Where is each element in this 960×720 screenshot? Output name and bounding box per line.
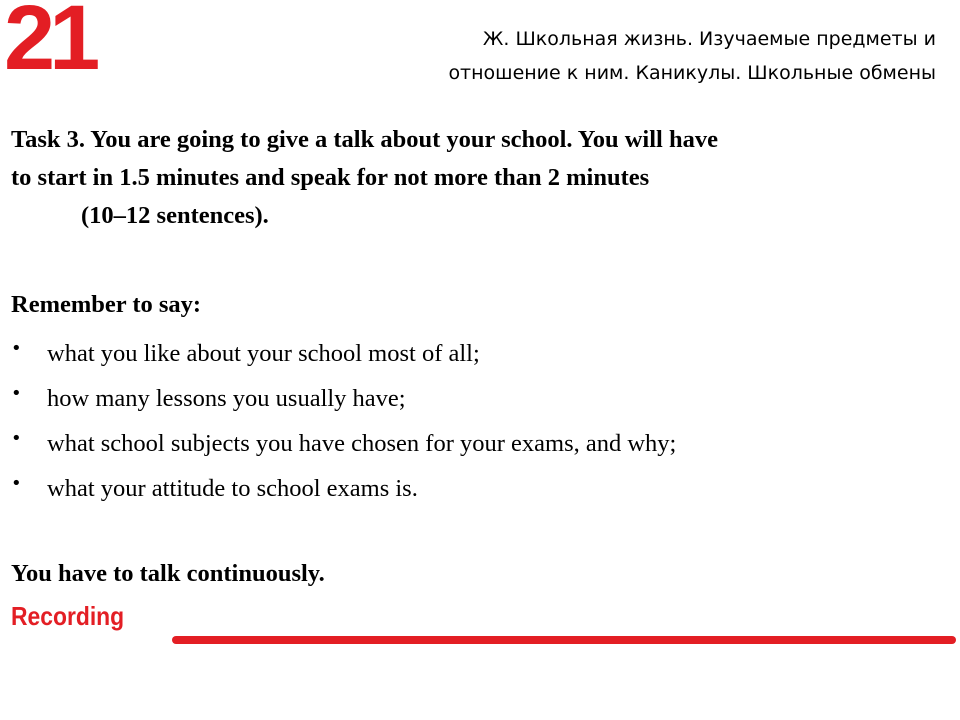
list-item [11,376,951,421]
list-item-text: what your attitude to school exams is. [47,475,418,502]
topic-header-line-1: Ж. Школьная жизнь. Изучаемые предметы и [482,28,936,50]
list-item [11,421,951,466]
list-item-text: what you like about your school most of all; [47,340,480,367]
list-item [11,331,951,376]
list-item [11,466,951,511]
task-line-1: Task 3. You are going to give a talk about your school. You will have [11,126,718,153]
divider-line [172,636,956,644]
list-item-text: what school subjects you have chosen for your exams, and why; [47,430,677,457]
task-instructions [11,121,951,235]
slide-number: 21 [4,0,95,89]
bullet-icon: • [11,338,22,359]
bullet-icon: • [11,473,22,494]
closing-instruction: You have to talk continuously. [11,560,325,587]
list-item-text: how many lessons you usually have; [47,385,406,412]
task-line-3: (10–12 sentences). [81,202,269,229]
remember-heading: Remember to say: [11,291,202,318]
talking-points-list [11,331,951,511]
topic-header-line-2: отношение к ним. Каникулы. Школьные обмены [448,62,936,84]
recording-label[interactable]: Recording [11,601,125,631]
task-line-2: to start in 1.5 minutes and speak for not more than 2 minutes [11,164,650,191]
bullet-icon: • [11,383,22,404]
topic-header [336,22,936,90]
bullet-icon: • [11,428,22,449]
